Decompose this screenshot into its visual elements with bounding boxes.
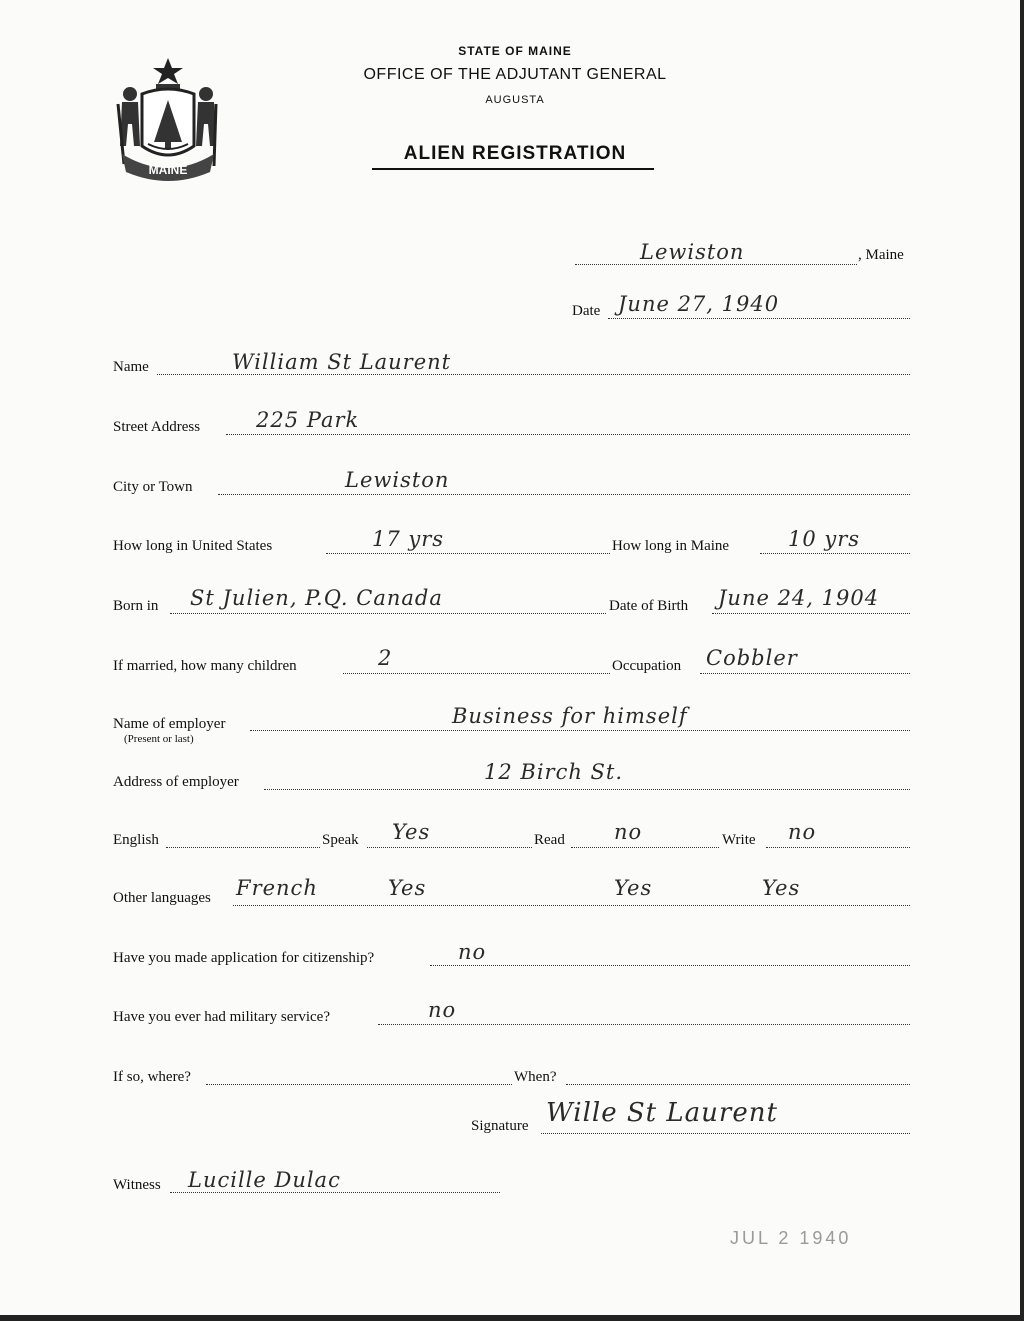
children-label: If married, how many children xyxy=(113,658,297,674)
seal-text: MAINE xyxy=(148,163,188,177)
place-suffix: , Maine xyxy=(858,247,904,263)
citizenship-label: Have you made application for citizenship? xyxy=(113,950,375,966)
write-label: Write xyxy=(722,832,756,848)
scan-edge-right xyxy=(1020,0,1024,1321)
born-line xyxy=(170,613,606,614)
military-line xyxy=(378,1024,910,1025)
date-label: Date xyxy=(572,303,601,319)
other-write-entry: Yes xyxy=(762,876,801,900)
english-write-entry: no xyxy=(788,820,817,844)
street-line xyxy=(226,434,910,435)
english-speak-entry: Yes xyxy=(392,820,431,844)
form-title: ALIEN REGISTRATION xyxy=(403,143,627,164)
title-underline xyxy=(372,168,654,170)
signature-entry: Wille St Laurent xyxy=(546,1098,778,1128)
dob-entry: June 24, 1904 xyxy=(718,586,880,610)
employer-address-label: Address of employer xyxy=(113,774,239,790)
place-line xyxy=(575,264,857,265)
name-line xyxy=(157,374,910,375)
maine-state-seal-icon xyxy=(112,54,224,184)
how-long-us-label: How long in United States xyxy=(113,538,273,554)
how-long-us-entry: 17 yrs xyxy=(372,527,445,551)
witness-line xyxy=(170,1192,500,1193)
employer-line xyxy=(250,730,910,731)
read-label: Read xyxy=(534,832,565,848)
other-language-entry: French xyxy=(236,876,318,900)
how-long-us-line xyxy=(326,553,610,554)
place-entry: Lewiston xyxy=(640,240,745,264)
occupation-entry: Cobbler xyxy=(706,646,798,670)
speak-label: Speak xyxy=(322,832,359,848)
employer-address-line xyxy=(264,789,910,790)
witness-label: Witness xyxy=(113,1177,161,1193)
when-label: When? xyxy=(514,1069,557,1085)
children-entry: 2 xyxy=(378,646,393,670)
other-languages-line xyxy=(233,905,910,906)
street-label: Street Address xyxy=(113,419,201,435)
city-label: City or Town xyxy=(113,479,193,495)
other-languages-label: Other languages xyxy=(113,890,211,906)
employer-sublabel: (Present or last) xyxy=(124,733,194,745)
city-line xyxy=(218,494,910,495)
occupation-label: Occupation xyxy=(612,658,682,674)
english-line xyxy=(166,847,320,848)
speak-line xyxy=(367,847,532,848)
how-long-maine-line xyxy=(760,553,910,554)
born-label: Born in xyxy=(113,598,159,614)
state-heading: STATE OF MAINE xyxy=(458,44,572,58)
office-heading: OFFICE OF THE ADJUTANT GENERAL xyxy=(363,66,667,83)
read-line xyxy=(571,847,719,848)
received-date-stamp: JUL 2 1940 xyxy=(730,1228,852,1248)
city-heading: AUGUSTA xyxy=(485,94,545,106)
military-entry: no xyxy=(428,998,457,1022)
how-long-maine-entry: 10 yrs xyxy=(788,527,861,551)
date-line xyxy=(608,318,910,319)
dob-line xyxy=(712,613,910,614)
other-speak-entry: Yes xyxy=(388,876,427,900)
citizenship-line xyxy=(430,965,910,966)
children-line xyxy=(343,673,610,674)
signature-line xyxy=(541,1133,910,1134)
name-label: Name xyxy=(113,359,149,375)
employer-address-entry: 12 Birch St. xyxy=(484,760,624,784)
witness-entry: Lucille Dulac xyxy=(188,1168,341,1192)
where-line xyxy=(206,1084,512,1085)
employer-entry: Business for himself xyxy=(452,704,688,728)
date-entry: June 27, 1940 xyxy=(618,292,780,316)
born-entry: St Julien, P.Q. Canada xyxy=(190,586,443,610)
name-entry: William St Laurent xyxy=(232,350,452,374)
citizenship-entry: no xyxy=(458,940,487,964)
where-label: If so, where? xyxy=(113,1069,191,1085)
dob-label: Date of Birth xyxy=(609,598,689,614)
scan-edge-bottom xyxy=(0,1315,1024,1321)
city-entry: Lewiston xyxy=(345,468,450,492)
english-read-entry: no xyxy=(614,820,643,844)
write-line xyxy=(766,847,910,848)
signature-label: Signature xyxy=(471,1118,529,1134)
other-read-entry: Yes xyxy=(614,876,653,900)
english-label: English xyxy=(113,832,159,848)
how-long-maine-label: How long in Maine xyxy=(612,538,730,554)
employer-label: Name of employer xyxy=(113,716,226,732)
when-line xyxy=(566,1084,910,1085)
military-label: Have you ever had military service? xyxy=(113,1009,330,1025)
street-entry: 225 Park xyxy=(256,408,360,432)
occupation-line xyxy=(700,673,910,674)
